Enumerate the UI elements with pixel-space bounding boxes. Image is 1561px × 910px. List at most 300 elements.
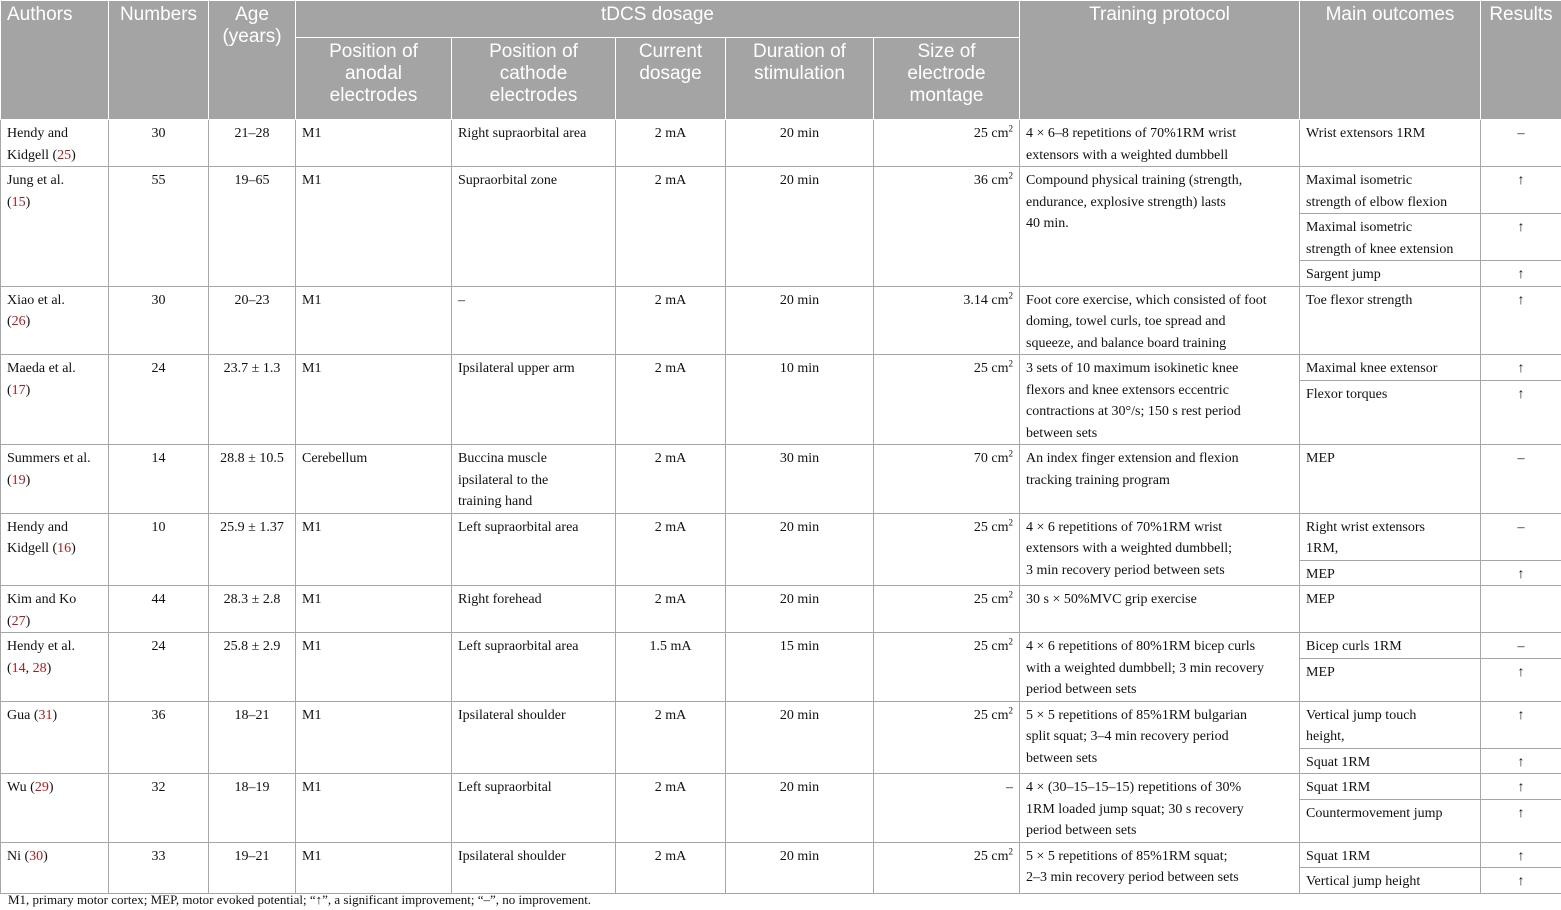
cell-outcome <box>1300 445 1481 514</box>
cell-training <box>1020 355 1300 445</box>
result-symbol: ↑ <box>1517 292 1525 308</box>
result-symbol: ↑ <box>1517 707 1525 723</box>
author-name: Wu <box>7 780 27 795</box>
cell-numbers-value: 14 <box>151 451 166 466</box>
cell-duration-value: 10 min <box>779 361 820 376</box>
reference-link[interactable]: 25 <box>57 147 72 163</box>
cell-anodal-value: M1 <box>302 780 322 795</box>
cathode-text: Supraorbital zone <box>458 173 558 188</box>
training-text: period between sets <box>1026 682 1137 697</box>
outcome-text: Flexor torques <box>1306 386 1388 402</box>
cell-cathode <box>452 513 616 586</box>
author-name: Jung et al. <box>7 173 65 188</box>
cell-duration-value: 30 min <box>779 451 820 466</box>
cell-cathode <box>452 167 616 287</box>
cell-result <box>1481 774 1561 800</box>
result-symbol: ↑ <box>1517 754 1525 770</box>
training-text: 3 min recovery period between sets <box>1026 562 1225 578</box>
header-row-1 <box>1 1 1561 38</box>
training-text: endurance, explosive strength) lasts <box>1026 194 1226 210</box>
cell-result <box>1481 586 1561 633</box>
table-row <box>1 633 1561 659</box>
training-text: flexors and knee extensors eccentric <box>1026 382 1229 398</box>
cell-anodal <box>296 842 452 893</box>
cell-duration <box>726 701 874 774</box>
cell-age-value: 20–23 <box>234 292 270 308</box>
cell-outcome <box>1300 799 1481 842</box>
cathode-text: Left supraorbital <box>458 780 552 795</box>
cell-anodal <box>296 120 452 167</box>
cell-training <box>1020 633 1300 702</box>
author-name: Gua <box>7 707 31 723</box>
outcome-text: Squat 1RM <box>1306 780 1371 795</box>
cell-result <box>1481 286 1561 355</box>
size-exponent: 2 <box>1008 516 1013 527</box>
cell-outcome <box>1300 658 1481 701</box>
cell-current-value: 2 mA <box>654 173 687 188</box>
table-row <box>1 586 1561 633</box>
cell-duration <box>726 445 874 514</box>
result-symbol: ↑ <box>1517 267 1525 282</box>
cell-current-value: 1.5 mA <box>649 639 692 654</box>
table-row <box>1 120 1561 167</box>
cell-duration-value: 20 min <box>779 173 820 188</box>
cell-training <box>1020 513 1300 586</box>
outcome-text: Countermovement jump <box>1306 805 1443 821</box>
cell-numbers <box>109 445 209 514</box>
cell-outcome <box>1300 261 1481 287</box>
cell-age-value: 19–21 <box>234 848 270 864</box>
author-name: Summers et al. <box>7 451 91 466</box>
cell-anodal-value: M1 <box>302 173 322 188</box>
col-tdcs-dosage: tDCS dosage <box>296 1 1020 38</box>
cell-anodal <box>296 633 452 702</box>
table-row <box>1 286 1561 355</box>
cell-current <box>616 286 726 355</box>
reference-link[interactable]: 16 <box>57 541 72 556</box>
cell-author: Gua (31) <box>1 701 109 774</box>
author-name: Hendy and <box>7 126 69 141</box>
cell-result <box>1481 560 1561 586</box>
outcome-text: Vertical jump height <box>1306 874 1421 889</box>
cell-numbers <box>109 355 209 445</box>
cell-cathode <box>452 445 616 514</box>
cell-current <box>616 513 726 586</box>
cell-numbers <box>109 842 209 893</box>
cell-numbers-value: 32 <box>151 780 166 795</box>
cell-author: Xiao et al. (26) <box>1 286 109 355</box>
cell-anodal-value: M1 <box>302 707 322 723</box>
cell-anodal <box>296 355 452 445</box>
size-value: 25 cm <box>973 639 1009 654</box>
col-age: Age (years) <box>209 1 296 120</box>
size-exponent: 2 <box>1008 704 1013 715</box>
outcome-text: Toe flexor strength <box>1306 292 1413 308</box>
cell-anodal <box>296 701 452 774</box>
cell-duration <box>726 774 874 843</box>
cell-anodal-value: M1 <box>302 848 322 864</box>
col-current: Current dosage <box>616 38 726 120</box>
reference-link[interactable]: 26 <box>11 314 26 329</box>
cell-outcome <box>1300 513 1481 560</box>
outcome-text: height, <box>1306 729 1345 744</box>
cell-result <box>1481 513 1561 560</box>
cell-numbers-value: 36 <box>151 707 166 723</box>
size-exponent: 2 <box>1008 845 1013 856</box>
outcome-text: Maximal isometric <box>1306 220 1413 235</box>
cell-age-value: 18–21 <box>234 707 270 723</box>
col-training: Training protocol <box>1020 1 1300 120</box>
cell-training <box>1020 286 1300 355</box>
cell-result <box>1481 701 1561 748</box>
cell-numbers-value: 24 <box>151 361 166 376</box>
cell-size <box>874 120 1020 167</box>
cathode-text: training hand <box>458 494 533 509</box>
training-text: 30 s × 50%MVC grip exercise <box>1026 592 1197 607</box>
cathode-text: Right forehead <box>458 592 542 607</box>
author-name: Ni <box>7 848 21 864</box>
reference-link[interactable]: 31 <box>38 707 53 723</box>
cell-age-value: 25.8 ± 2.9 <box>223 639 281 654</box>
training-text: Compound physical training (strength, <box>1026 173 1243 188</box>
col-size: Size of electrode montage <box>874 38 1020 120</box>
cathode-text: Left supraorbital area <box>458 519 579 535</box>
cathode-text: Left supraorbital area <box>458 639 579 654</box>
cell-anodal <box>296 774 452 843</box>
cell-current <box>616 355 726 445</box>
reference-link[interactable]: 19 <box>11 472 26 488</box>
result-symbol: ↑ <box>1517 848 1525 864</box>
author-name: Kidgell <box>7 541 49 556</box>
result-symbol: – <box>1517 126 1525 141</box>
author-name: Hendy et al. <box>7 639 76 654</box>
cell-size <box>874 286 1020 355</box>
cell-numbers <box>109 633 209 702</box>
cell-duration <box>726 355 874 445</box>
cell-outcome <box>1300 586 1481 633</box>
col-cathode: Position of cathode electrodes <box>452 38 616 120</box>
cell-age <box>209 167 296 287</box>
cell-cathode <box>452 633 616 702</box>
outcome-text: Bicep curls 1RM <box>1306 639 1402 654</box>
cell-numbers-value: 33 <box>151 848 166 864</box>
training-text: 2–3 min recovery period between sets <box>1026 870 1239 885</box>
col-duration: Duration of stimulation <box>726 38 874 120</box>
training-text: tracking training program <box>1026 472 1170 488</box>
cell-current-value: 2 mA <box>654 707 687 723</box>
cell-result <box>1481 633 1561 659</box>
training-text: 4 × (30–15–15–15) repetitions of 30% <box>1026 780 1242 795</box>
table-row <box>1 513 1561 560</box>
training-text: extensors with a weighted dumbbell <box>1026 147 1229 163</box>
size-value: 3.14 cm <box>963 292 1009 308</box>
cell-age <box>209 120 296 167</box>
author-name: Xiao et al. <box>7 292 65 308</box>
cell-duration-value: 20 min <box>779 848 820 864</box>
reference-link[interactable]: 15 <box>11 194 26 210</box>
author-name: Maeda et al. <box>7 361 76 376</box>
size-exponent: 2 <box>1008 170 1013 181</box>
size-exponent: 2 <box>1008 289 1013 300</box>
cell-duration <box>726 120 874 167</box>
size-exponent: 2 <box>1008 448 1013 459</box>
cathode-text: – <box>458 292 465 308</box>
result-symbol: ↑ <box>1517 173 1525 188</box>
cell-result <box>1481 261 1561 287</box>
training-text: extensors with a weighted dumbbell; <box>1026 541 1233 556</box>
cell-author: Ni (30) <box>1 842 109 893</box>
training-text: Foot core exercise, which consisted of foot <box>1026 292 1267 308</box>
cell-numbers <box>109 774 209 843</box>
table-row <box>1 842 1561 868</box>
cell-training <box>1020 586 1300 633</box>
cell-numbers-value: 30 <box>151 292 166 308</box>
cell-anodal-value: M1 <box>302 592 322 607</box>
cell-anodal-value: M1 <box>302 126 322 141</box>
cell-author: Hendy and Kidgell (16) <box>1 513 109 586</box>
cell-cathode <box>452 774 616 843</box>
cell-duration <box>726 286 874 355</box>
cell-result <box>1481 120 1561 167</box>
cell-current-value: 2 mA <box>654 848 687 864</box>
cell-author: Hendy et al. (14, 28) <box>1 633 109 702</box>
cell-training <box>1020 167 1300 287</box>
cell-size <box>874 586 1020 633</box>
cell-cathode <box>452 842 616 893</box>
cell-anodal <box>296 167 452 287</box>
cell-age <box>209 842 296 893</box>
cell-age-value: 18–19 <box>234 780 270 795</box>
cell-current <box>616 842 726 893</box>
cell-result <box>1481 355 1561 381</box>
outcome-text: MEP <box>1306 451 1335 466</box>
cell-age <box>209 633 296 702</box>
col-authors: Authors <box>1 1 109 120</box>
cell-size <box>874 513 1020 586</box>
cell-size <box>874 167 1020 287</box>
cell-cathode <box>452 701 616 774</box>
cathode-text: Ipsilateral shoulder <box>458 707 566 723</box>
result-symbol: ↑ <box>1517 566 1525 582</box>
cell-age-value: 19–65 <box>234 173 270 188</box>
col-results: Results <box>1481 1 1561 120</box>
cell-training <box>1020 774 1300 843</box>
table-row <box>1 774 1561 800</box>
size-exponent: 2 <box>1008 123 1013 134</box>
cell-age <box>209 586 296 633</box>
cell-duration-value: 20 min <box>779 780 820 795</box>
author-name: Kidgell <box>7 147 49 163</box>
reference-link[interactable]: 28 <box>32 660 47 676</box>
cell-training <box>1020 701 1300 774</box>
cell-age-value: 23.7 ± 1.3 <box>223 361 281 376</box>
cell-numbers <box>109 286 209 355</box>
cell-duration-value: 20 min <box>779 126 820 141</box>
cell-age <box>209 774 296 843</box>
cell-anodal-value: M1 <box>302 519 322 535</box>
outcome-text: MEP <box>1306 566 1335 582</box>
cell-duration-value: 20 min <box>779 292 820 308</box>
training-text: between sets <box>1026 750 1098 766</box>
cell-outcome <box>1300 355 1481 381</box>
reference-link[interactable]: 29 <box>34 780 49 795</box>
cell-outcome <box>1300 214 1481 261</box>
cell-numbers-value: 30 <box>151 126 166 141</box>
author-name: Kim and Ko <box>7 592 77 607</box>
training-text: 3 sets of 10 maximum isokinetic knee <box>1026 361 1239 376</box>
col-numbers: Numbers <box>109 1 209 120</box>
training-text: doming, towel curls, toe spread and <box>1026 314 1226 329</box>
col-outcomes: Main outcomes <box>1300 1 1481 120</box>
cathode-text: Right supraorbital area <box>458 126 587 141</box>
cell-current-value: 2 mA <box>654 361 687 376</box>
cell-duration <box>726 633 874 702</box>
cell-numbers-value: 44 <box>151 592 166 607</box>
result-symbol: ↑ <box>1517 874 1525 889</box>
outcome-text: strength of elbow flexion <box>1306 194 1448 210</box>
cell-numbers-value: 24 <box>151 639 166 654</box>
outcome-text: Sargent jump <box>1306 267 1381 282</box>
cell-anodal-value: M1 <box>302 292 322 308</box>
size-exponent: 2 <box>1008 589 1013 600</box>
training-text: squeeze, and balance board training <box>1026 335 1227 351</box>
cell-result <box>1481 799 1561 842</box>
col-anodal: Position of anodal electrodes <box>296 38 452 120</box>
cell-duration-value: 15 min <box>779 639 820 654</box>
training-text: period between sets <box>1026 823 1137 838</box>
cell-outcome <box>1300 560 1481 586</box>
reference-link[interactable]: 30 <box>29 848 44 864</box>
cell-numbers <box>109 701 209 774</box>
cell-author: Maeda et al. (17) <box>1 355 109 445</box>
cell-author: Jung et al. (15) <box>1 167 109 287</box>
cell-cathode <box>452 286 616 355</box>
size-value: 36 cm <box>973 173 1009 188</box>
cell-current-value: 2 mA <box>654 451 687 466</box>
table-row <box>1 355 1561 381</box>
cell-current <box>616 633 726 702</box>
training-text: An index finger extension and flexion <box>1026 451 1239 466</box>
cell-result <box>1481 868 1561 894</box>
outcome-text: Right wrist extensors <box>1306 519 1425 535</box>
size-value: 25 cm <box>973 126 1009 141</box>
cell-current-value: 2 mA <box>654 126 687 141</box>
cell-duration <box>726 586 874 633</box>
cell-size <box>874 774 1020 843</box>
cell-size <box>874 355 1020 445</box>
result-symbol: – <box>1517 639 1525 654</box>
cell-size <box>874 842 1020 893</box>
cell-result <box>1481 748 1561 774</box>
outcome-text: Maximal isometric <box>1306 173 1413 188</box>
cell-current <box>616 167 726 287</box>
table-row <box>1 445 1561 514</box>
table-row <box>1 701 1561 748</box>
cell-age <box>209 513 296 586</box>
cell-outcome <box>1300 380 1481 444</box>
cell-outcome <box>1300 286 1481 355</box>
cell-outcome <box>1300 120 1481 167</box>
cell-duration <box>726 167 874 287</box>
cell-result <box>1481 214 1561 261</box>
cell-current <box>616 701 726 774</box>
cell-anodal <box>296 586 452 633</box>
size-value: 25 cm <box>973 361 1009 376</box>
result-symbol: ↑ <box>1517 386 1525 402</box>
outcome-text: Maximal knee extensor <box>1306 361 1438 376</box>
size-exponent: 2 <box>1008 636 1013 647</box>
cell-duration-value: 20 min <box>779 707 820 723</box>
cell-result <box>1481 167 1561 214</box>
size-exponent: 2 <box>1008 358 1013 369</box>
cell-numbers <box>109 120 209 167</box>
cell-duration <box>726 513 874 586</box>
training-text: 5 × 5 repetitions of 85%1RM bulgarian <box>1026 707 1247 723</box>
training-text: 4 × 6–8 repetitions of 70%1RM wrist <box>1026 126 1237 141</box>
training-text: 5 × 5 repetitions of 85%1RM squat; <box>1026 848 1228 864</box>
cell-duration-value: 20 min <box>779 592 820 607</box>
cell-size <box>874 633 1020 702</box>
outcome-text: Vertical jump touch <box>1306 707 1417 723</box>
cell-author: Hendy and Kidgell (25) <box>1 120 109 167</box>
cell-author: Kim and Ko (27) <box>1 586 109 633</box>
cell-anodal <box>296 286 452 355</box>
cell-age-value: 28.3 ± 2.8 <box>223 592 281 607</box>
cell-numbers <box>109 167 209 287</box>
size-value: 70 cm <box>973 451 1009 466</box>
cell-outcome <box>1300 774 1481 800</box>
cell-age <box>209 701 296 774</box>
cell-size <box>874 701 1020 774</box>
result-symbol: ↑ <box>1517 220 1525 235</box>
cell-result <box>1481 658 1561 701</box>
cell-outcome <box>1300 633 1481 659</box>
cell-current-value: 2 mA <box>654 292 687 308</box>
cathode-text: Ipsilateral shoulder <box>458 848 566 864</box>
cell-size <box>874 445 1020 514</box>
cell-outcome <box>1300 868 1481 894</box>
cell-training <box>1020 120 1300 167</box>
result-symbol: ↑ <box>1517 664 1525 680</box>
training-text: 1RM loaded jump squat; 30 s recovery <box>1026 801 1244 817</box>
training-text: 4 × 6 repetitions of 70%1RM wrist <box>1026 519 1223 535</box>
cell-outcome <box>1300 167 1481 214</box>
outcome-text: MEP <box>1306 664 1335 680</box>
training-text: with a weighted dumbbell; 3 min recovery <box>1026 660 1264 676</box>
cell-anodal-value: M1 <box>302 639 322 654</box>
reference-link[interactable]: 17 <box>11 382 26 398</box>
cathode-text: ipsilateral to the <box>458 472 549 488</box>
size-value: 25 cm <box>973 519 1009 535</box>
cell-current-value: 2 mA <box>654 519 687 535</box>
reference-link[interactable]: 27 <box>11 613 26 629</box>
cathode-text: Ipsilateral upper arm <box>458 361 575 376</box>
result-symbol: ↑ <box>1517 361 1525 376</box>
result-symbol: – <box>1517 519 1525 535</box>
training-text: 40 min. <box>1026 216 1069 231</box>
outcome-text: MEP <box>1306 592 1335 607</box>
cell-current <box>616 774 726 843</box>
size-value: 25 cm <box>973 592 1009 607</box>
training-text: 4 × 6 repetitions of 80%1RM bicep curls <box>1026 639 1256 654</box>
cathode-text: Buccina muscle <box>458 451 548 466</box>
cell-numbers-value: 10 <box>151 519 166 535</box>
cell-result <box>1481 445 1561 514</box>
reference-link[interactable]: 14 <box>11 660 26 676</box>
cell-age <box>209 355 296 445</box>
author-name: Hendy and <box>7 519 69 535</box>
cell-age <box>209 445 296 514</box>
